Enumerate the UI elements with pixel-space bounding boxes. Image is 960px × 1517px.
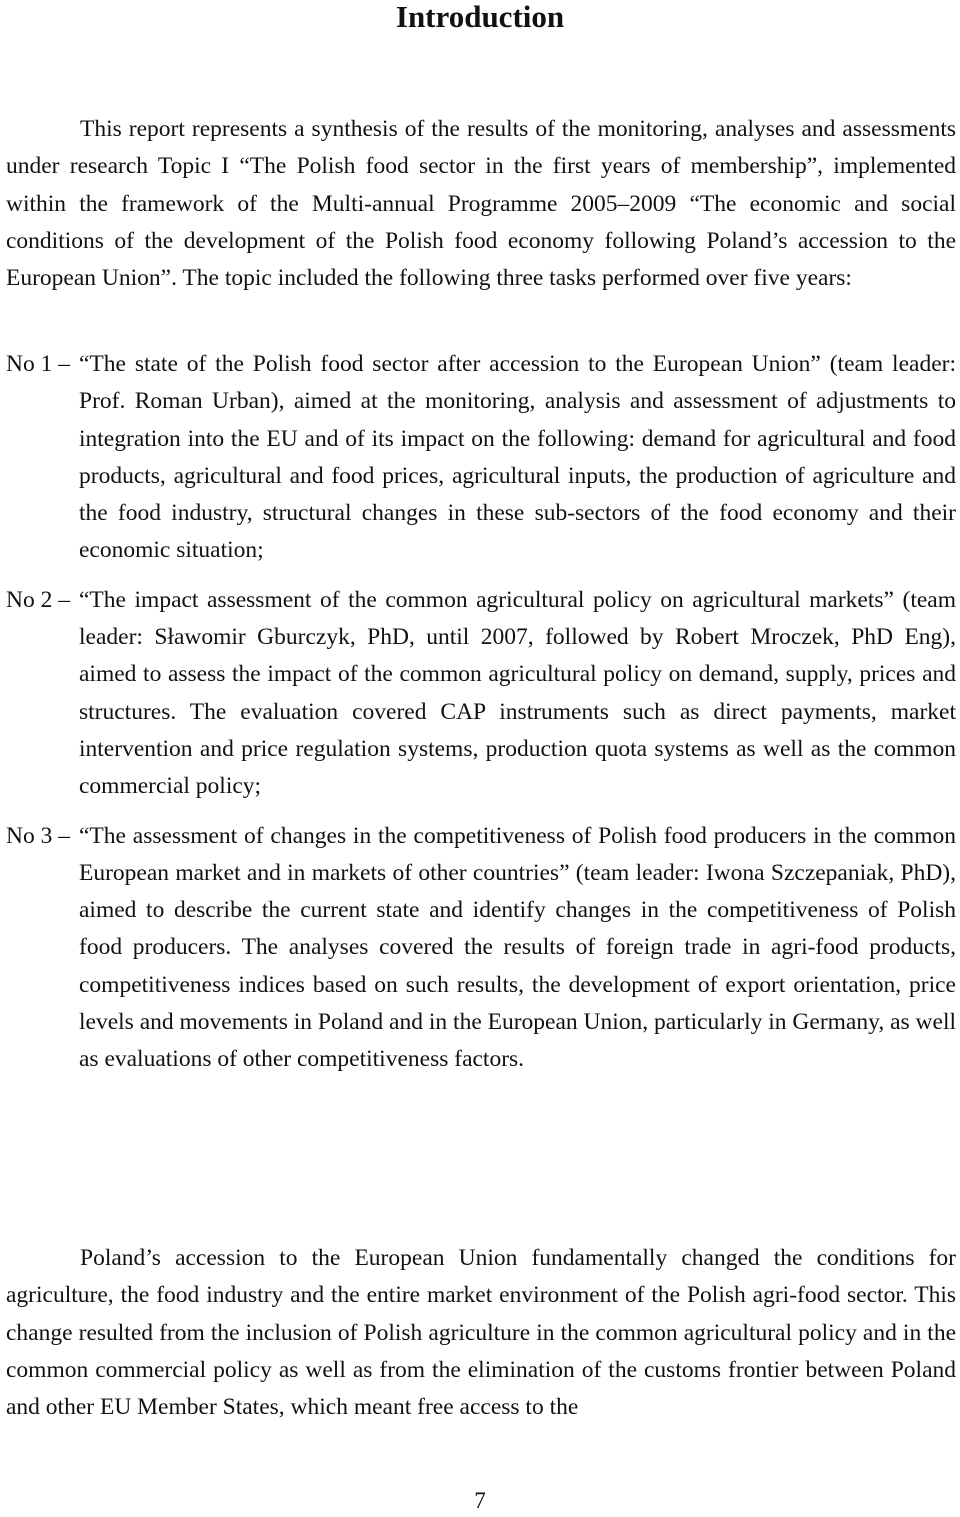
task-description: “The state of the Polish food sector after accession to the European Union” (team leader: Prof. Roman Urban), aimed at the monitoring, analysis and assessment of adjustments to integration into the EU and of its impact on the following: demand for agricultural and food products, agricultural and food prices, agricultural inputs, the production of agriculture and the food industry, structural changes in these sub-sectors of the food economy and their economic situation;	[79, 351, 956, 564]
task-description: “The assessment of changes in the competitiveness of Polish food producers in the common European market and in markets of other countries” (team leader: Iwona Szczepaniak, PhD), aimed to describe the current state and identify changes in the competitiveness of Polish food producers. The analyses covered the results of foreign trade in agri-food products, competitiveness indices based on such results, the development of export orientation, price levels and movements in Poland and in the European Union, particularly in Germany, as well as evaluations of other competitiveness factors.	[79, 822, 956, 1073]
task-number: No 1 –	[6, 351, 70, 377]
page-title: Introduction	[395, 0, 565, 34]
task-description: “The impact assessment of the common agricultural policy on agricultural markets” (team leader: Sławomir Gburczyk, PhD, until 2007, followed by Robert Mroczek, PhD Eng), aimed to assess the impact of the common agricultural policy on demand, supply, prices and structures. The evaluation covered CAP instruments such as direct payments, market intervention and price regulation systems, production quota systems as well as the common commercial policy;	[79, 586, 956, 800]
intro-paragraph: This report represents a synthesis of the results of the monitoring, analyses and assessments under research Topic I “The Polish food sector in the first years of membership”, implemented within the framework of the Multi-annual Programme 2005–2009 “The economic and social conditions of the development of the Polish food economy following Poland’s accession to the European Union”. The topic included the following three tasks performed over five years:	[6, 116, 956, 292]
page-number: 7	[474, 1488, 486, 1513]
task-item	[6, 582, 956, 806]
task-number: No 2 –	[6, 586, 70, 613]
task-list	[6, 346, 956, 1091]
task-item	[6, 346, 956, 570]
task-item	[6, 818, 956, 1079]
task-number: No 3 –	[6, 822, 70, 849]
accession-paragraph: Poland’s accession to the European Union fundamentally changed the conditions for agriculture, the food industry and the entire market environment of the Polish agri-food sector. This change resulted from the inclusion of Polish agriculture in the common agricultural policy and in the common commercial policy as well as from the elimination of the customs frontier between Poland and other EU Member States, which meant free access to the	[6, 1245, 956, 1421]
